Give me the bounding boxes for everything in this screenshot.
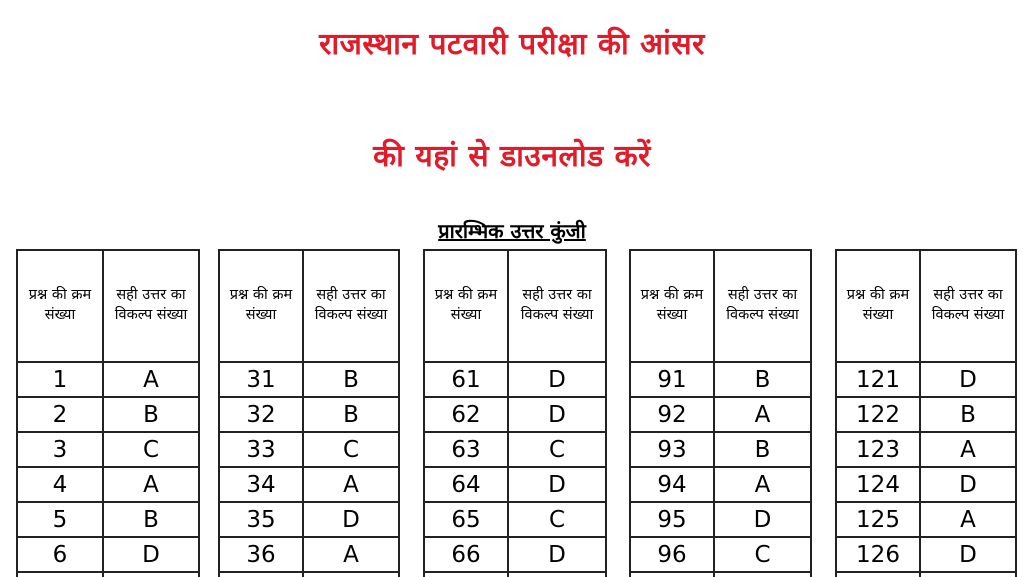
answer-option: C (508, 432, 606, 467)
table-row-cut (17, 572, 199, 577)
question-number: 35 (219, 502, 303, 537)
table-row (630, 397, 811, 432)
table-header-row (630, 250, 811, 362)
answer-option: D (103, 537, 199, 572)
table-row (836, 467, 1016, 502)
answer-option: D (508, 537, 606, 572)
table-row (17, 467, 199, 502)
table-row (836, 362, 1016, 397)
table-row (424, 467, 606, 502)
table-row (836, 397, 1016, 432)
answer-table (423, 249, 607, 577)
table-header-row (836, 250, 1016, 362)
question-number: 5 (17, 502, 103, 537)
table-row (630, 467, 811, 502)
answer-option-header: सही उत्तर का विकल्प संख्या (508, 250, 606, 362)
table-header-row (17, 250, 199, 362)
table-row (630, 432, 811, 467)
answer-option: D (508, 362, 606, 397)
table-row (17, 502, 199, 537)
answer-option: B (920, 397, 1016, 432)
question-number: 125 (836, 502, 920, 537)
question-number: 122 (836, 397, 920, 432)
question-number: 2 (17, 397, 103, 432)
question-number: 124 (836, 467, 920, 502)
table-row (17, 432, 199, 467)
question-number: 91 (630, 362, 714, 397)
answer-option: D (508, 397, 606, 432)
question-number: 3 (17, 432, 103, 467)
table-row (630, 537, 811, 572)
answer-option: D (920, 467, 1016, 502)
question-number: 34 (219, 467, 303, 502)
table-row (17, 397, 199, 432)
table-header-row (219, 250, 399, 362)
answer-option: D (303, 502, 399, 537)
table-row (424, 362, 606, 397)
question-number: 95 (630, 502, 714, 537)
table-row (219, 467, 399, 502)
answer-key-subtitle: प्रारम्भिक उत्तर कुंजी (438, 219, 586, 243)
table-row (219, 397, 399, 432)
table-row-cut (424, 572, 606, 577)
answer-option: D (714, 502, 811, 537)
table-row (836, 537, 1016, 572)
question-number-header: प्रश्न की क्रम संख्या (219, 250, 303, 362)
answer-option: B (303, 397, 399, 432)
answer-option: C (714, 537, 811, 572)
headline-line-2: की यहां से डाउनलोड करें (373, 139, 651, 174)
answer-option: B (714, 432, 811, 467)
question-number: 63 (424, 432, 508, 467)
table-row (219, 432, 399, 467)
table-row-cut (630, 572, 811, 577)
answer-option: A (714, 397, 811, 432)
answer-option-header: सही उत्तर का विकल्प संख्या (103, 250, 199, 362)
question-number: 94 (630, 467, 714, 502)
table-row (219, 537, 399, 572)
answer-option: C (103, 432, 199, 467)
question-number: 4 (17, 467, 103, 502)
answer-option: B (303, 362, 399, 397)
question-number: 123 (836, 432, 920, 467)
question-number: 121 (836, 362, 920, 397)
table-row (836, 502, 1016, 537)
table-row (424, 432, 606, 467)
answer-option: B (714, 362, 811, 397)
table-row (630, 362, 811, 397)
question-number: 126 (836, 537, 920, 572)
question-number: 96 (630, 537, 714, 572)
table-header-row (424, 250, 606, 362)
answer-option: D (920, 537, 1016, 572)
answer-option: D (920, 362, 1016, 397)
question-number: 31 (219, 362, 303, 397)
answer-option: B (103, 502, 199, 537)
question-number-header: प्रश्न की क्रम संख्या (836, 250, 920, 362)
answer-table (629, 249, 812, 577)
question-number: 92 (630, 397, 714, 432)
answer-option: A (303, 537, 399, 572)
table-row (424, 397, 606, 432)
question-number: 1 (17, 362, 103, 397)
answer-option: A (714, 467, 811, 502)
answer-option: C (303, 432, 399, 467)
question-number-header: प्रश्न की क्रम संख्या (630, 250, 714, 362)
answer-table (218, 249, 400, 577)
answer-option: A (303, 467, 399, 502)
table-row (219, 362, 399, 397)
table-row (836, 432, 1016, 467)
table-row (630, 502, 811, 537)
answer-option-header: सही उत्तर का विकल्प संख्या (920, 250, 1016, 362)
answer-option: D (508, 467, 606, 502)
table-row (424, 502, 606, 537)
answer-option-header: सही उत्तर का विकल्प संख्या (303, 250, 399, 362)
question-number: 36 (219, 537, 303, 572)
answer-table (16, 249, 200, 577)
question-number: 64 (424, 467, 508, 502)
question-number: 93 (630, 432, 714, 467)
answer-option: A (103, 362, 199, 397)
question-number: 33 (219, 432, 303, 467)
table-row (17, 537, 199, 572)
question-number: 65 (424, 502, 508, 537)
table-row (424, 537, 606, 572)
answer-table (835, 249, 1017, 577)
answer-option: C (508, 502, 606, 537)
question-number-header: प्रश्न की क्रम संख्या (424, 250, 508, 362)
question-number: 66 (424, 537, 508, 572)
question-number: 6 (17, 537, 103, 572)
table-row (17, 362, 199, 397)
question-number: 62 (424, 397, 508, 432)
answer-option: A (920, 502, 1016, 537)
question-number-header: प्रश्न की क्रम संख्या (17, 250, 103, 362)
table-row-cut (219, 572, 399, 577)
headline-line-1: राजस्थान पटवारी परीक्षा की आंसर (319, 27, 705, 62)
answer-option-header: सही उत्तर का विकल्प संख्या (714, 250, 811, 362)
question-number: 32 (219, 397, 303, 432)
table-row (219, 502, 399, 537)
question-number: 61 (424, 362, 508, 397)
answer-option: A (103, 467, 199, 502)
table-row-cut (836, 572, 1016, 577)
answer-option: B (103, 397, 199, 432)
answer-option: A (920, 432, 1016, 467)
